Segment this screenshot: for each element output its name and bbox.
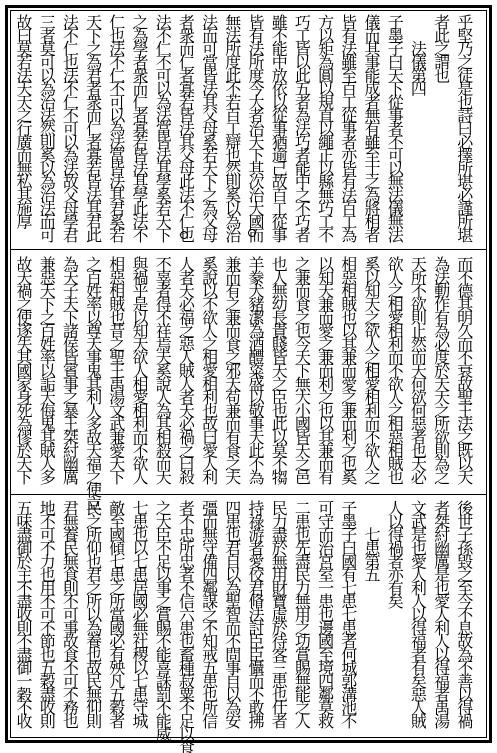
text-column: 之為學者衆而仁者寡若皆法其學此法不: [130, 14, 149, 241]
text-column: 子墨子曰國有七患七患者何城郭溝池不: [338, 500, 358, 727]
text-column: 雖不能中放依以從事猶逾己故百工從事: [269, 14, 289, 241]
text-column: 後世子孫毀之至今不息故為不善以得禍: [454, 500, 474, 727]
text-column: 法而可當皆法其父母奚若天下之為父母: [199, 14, 219, 241]
text-column: 巧工皆以此五者為法巧者能中之不巧者: [292, 14, 312, 241]
text-column: 也人無幼長貴賤皆天之臣也此以莫不犓: [269, 256, 289, 483]
text-panel-1: [0, 14, 497, 246]
text-column: 民力盡於無用財寶虛於待客三患也仕者: [269, 500, 289, 727]
text-column: 法儀第四: [408, 14, 428, 94]
text-column: 彊而無守備四鄰謀之不知戒五患也所信: [199, 500, 219, 727]
text-column: 方以矩為圓以規直以繩正以縣無巧工不: [315, 14, 335, 241]
text-column: 乎堅乃之徒是也詩曰必擇所堪必謹所堪: [454, 14, 474, 241]
text-column: 不辜者得不祥焉夫奚說人為其相殺而天: [153, 256, 173, 483]
text-column: 奚說以不欲人之相愛相利也故曰愛人利: [199, 256, 219, 483]
text-column: 為法動作有為必度於天天之所欲則為之: [431, 256, 451, 483]
text-column: 文武是也愛人利人以得福者有矣惡人賊: [408, 500, 428, 727]
text-column: 故天禍之使遂失其國家身死為僇於天下: [14, 256, 33, 483]
text-column: 故曰莫若法天天之行廣而無私其施厚: [14, 14, 33, 227]
text-column: 七患也以七患居國必無社稷以七患守城: [130, 500, 149, 727]
text-column: 相惡相賊也以其兼而愛之兼而利之也奚: [338, 256, 358, 483]
text-column: 法不仁不可以為法當皆法其學奚若天下: [153, 14, 173, 241]
text-panel-3: [0, 500, 497, 753]
panel-divider-bottom: [10, 494, 487, 495]
text-column: 者此之謂也: [431, 14, 451, 81]
text-column: 民之所仰也君之所以為養也故民無仰則: [83, 500, 103, 727]
text-column: 人以得禍者亦有矣: [385, 500, 405, 607]
text-column: 以知天兼而愛之兼而利之也以其兼而有: [315, 256, 335, 483]
text-column: 子墨子曰天下從事者不可以無法儀無法: [385, 14, 405, 241]
text-column: 兼惡天下之百姓率以詬天侮鬼其賊人多: [37, 256, 57, 483]
text-column: 人者天必福之惡人賊人者天必禍之曰殺: [176, 256, 196, 483]
text-column: 四患也君自以為聖智而不問事自以為安: [222, 500, 242, 727]
text-column: 無法所度此不若百工辯也然則奚以為治: [222, 14, 242, 241]
text-column: 兼而有之兼而食之邪天苟兼而有食之夫: [222, 256, 242, 483]
text-column: 者桀紂幽厲是也愛人利人以得福者禹湯: [431, 500, 451, 727]
text-column: 二患也先盡民力無用之功賞賜無能之人: [292, 500, 312, 727]
text-column: 五味盡御於主不盡收則不盡御一穀不收: [14, 500, 33, 727]
text-column: 仁也法不仁不可以為法當皆法其君奚若: [106, 14, 126, 241]
text-panel-2: [0, 256, 497, 509]
text-column: 天所不欲則止然而天何欲何惡者也天必: [408, 256, 428, 483]
panel-divider-top: [10, 249, 487, 250]
text-column: 者衆而仁者寡若皆法其父母此法不仁也: [176, 14, 196, 241]
text-column: 而不德其明久而不衰故聖王法之既以天: [454, 256, 474, 483]
text-column: 天下之為君者衆而仁者寡若皆法其君此: [83, 14, 103, 241]
text-column: 羊豢犬豬潔為酒醴粢盛以敬事天此不為: [246, 256, 265, 483]
text-column: 持祿游者愛佼君脩法討臣臣懾而不敢拂: [246, 500, 265, 727]
text-column: 之大臣不足以事之賞賜不能喜誅罰不能威: [153, 500, 173, 740]
text-column: 欲人之相愛相利而不欲人之相惡相賊也: [385, 256, 405, 483]
text-column: 三者莫可以為治法然則奚以為治法而可: [37, 14, 57, 241]
text-column: 皆有法所度今大者治天下其次治大國而: [246, 14, 265, 241]
text-column: 奚以知天之欲人之相愛相利而不欲人之: [362, 256, 381, 483]
text-column: 與禍乎是以知天欲人相愛相利而不欲人: [130, 256, 149, 483]
text-column: 敵至國傾七患之所當國必有殃凡五穀者: [106, 500, 126, 727]
text-column: 可守而治宮室一患也邊國至境四鄰莫救: [315, 500, 335, 727]
text-column: 為天子天下諸侯皆賓事之暴王桀紂幽厲: [60, 256, 80, 483]
text-column: 相惡相賊也昔之聖王禹湯文武兼愛天下: [106, 256, 126, 483]
text-column: 君無養民無食則不可事故食不可不務也: [60, 500, 80, 727]
text-column: 地不可不力也用不可不節也五穀盡收則: [37, 500, 57, 727]
text-column: 之百姓率以尊天事鬼其利人多故天福之使立: [83, 256, 103, 509]
text-column: 者不忠所忠者不信六患也畜種菽粟不足以食: [176, 500, 196, 753]
text-column: 之兼而食之也今天下無大小國皆天之邑: [292, 256, 312, 483]
text-column: 儀而其事能成者無有雖至士之為將相者: [362, 14, 381, 241]
text-column: 法不仁也法不仁不可以為法故父母學君: [60, 14, 80, 241]
text-column: 皆有法雖至百工從事者亦皆有法百工為: [338, 14, 358, 241]
text-column: 七患第五: [362, 500, 381, 580]
